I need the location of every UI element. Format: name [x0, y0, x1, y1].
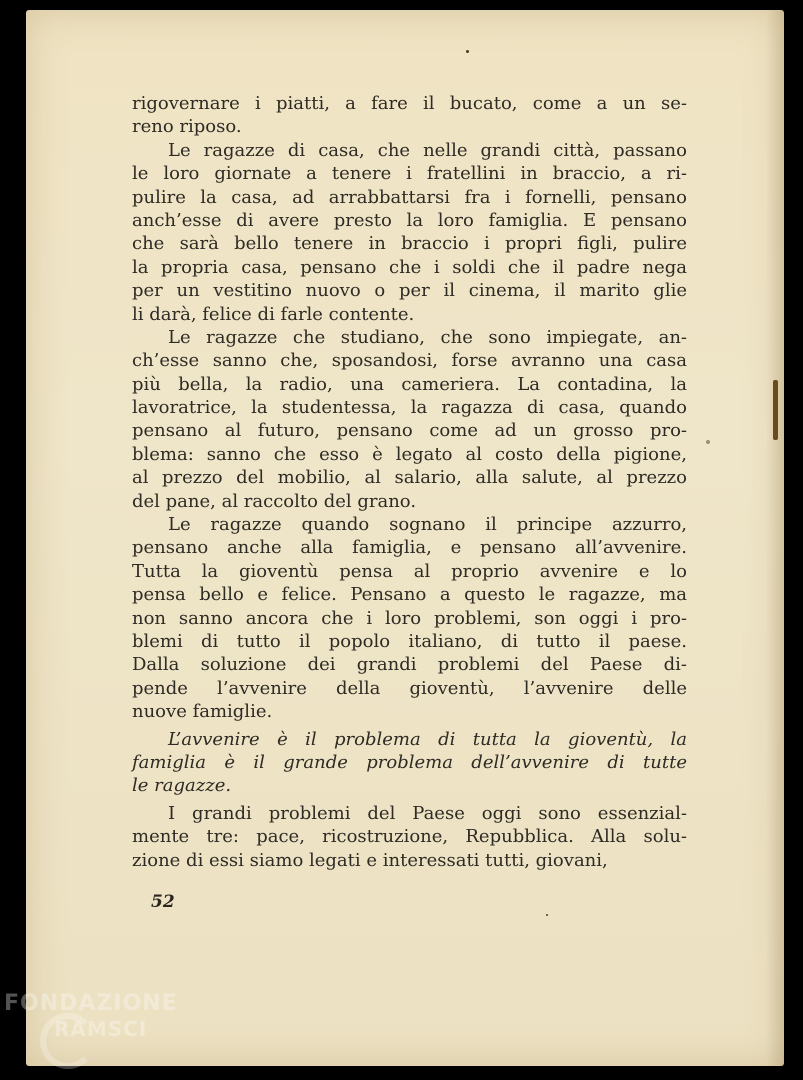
text-line: la propria casa, pensano che i soldi che il padre nega: [132, 256, 687, 278]
text-line: le ragazze.: [132, 775, 232, 797]
paragraph: [132, 802, 687, 872]
text-line: reno riposo.: [132, 116, 242, 138]
text-line: Le ragazze che studiano, che sono impiegate, an-: [168, 326, 687, 348]
paragraph: [132, 513, 687, 724]
text-line: non sanno ancora che i loro problemi, son oggi i pro-: [132, 607, 687, 629]
text-line: anch’esse di avere presto la loro famiglia. E pensano: [132, 209, 687, 231]
text-line: pensano al futuro, pensano come ad un grosso pro-: [132, 420, 687, 442]
page-number: 52: [151, 892, 175, 912]
watermark-line2: RAMSCI: [54, 1017, 148, 1041]
watermark-g-icon: [40, 1013, 96, 1069]
body-text: [132, 92, 687, 872]
paragraph: [132, 728, 687, 798]
text-line: Le ragazze quando sognano il principe azzurro,: [168, 514, 687, 536]
text-line: Dalla soluzione dei grandi problemi del Paese di-: [132, 654, 687, 676]
text-line: ch’esse sanno che, sposandosi, forse avranno una casa: [132, 350, 687, 372]
text-line: Tutta la gioventù pensa al proprio avvenire e lo: [132, 560, 687, 582]
text-line: L’avvenire è il problema di tutta la gioventù, la: [168, 728, 687, 750]
text-line: li darà, felice di farle contente.: [132, 303, 415, 325]
text-line: zione di essi siamo legati e interessati tutti, giovani,: [132, 849, 608, 871]
paragraph: [132, 326, 687, 513]
text-line: che sarà bello tenere in braccio i propri figli, pulire: [132, 233, 687, 255]
page-stain: [773, 380, 778, 440]
text-line: I grandi problemi del Paese oggi sono essenzial-: [168, 802, 687, 824]
text-line: famiglia è il grande problema dell’avvenire di tutte: [132, 751, 687, 773]
text-line: pulire la casa, ad arrabbattarsi fra i fornelli, pensano: [132, 186, 687, 208]
text-line: blema: sanno che esso è legato al costo della pigione,: [132, 443, 687, 465]
text-line: pensa bello e felice. Pensano a questo le ragazze, ma: [132, 584, 687, 606]
watermark-line1: FONDAZIONE: [4, 991, 178, 1016]
page-edge-shadow: [766, 10, 784, 1066]
text-line: rigovernare i piatti, a fare il bucato, come a un se-: [132, 93, 687, 114]
text-line: blemi di tutto il popolo italiano, di tutto il paese.: [132, 630, 687, 652]
page-speck: [706, 440, 710, 444]
text-line: nuove famiglie.: [132, 701, 273, 723]
text-line: al prezzo del mobilio, al salario, alla salute, al prezzo: [132, 467, 687, 489]
paragraph: [132, 92, 687, 139]
watermark-logo: [4, 993, 178, 1039]
paragraph: [132, 139, 687, 326]
text-line: Le ragazze di casa, che nelle grandi città, passano: [168, 139, 687, 161]
text-line: mente tre: pace, ricostruzione, Repubblica. Alla solu-: [132, 826, 687, 848]
text-line: pende l’avvenire della gioventù, l’avvenire delle: [132, 677, 687, 699]
text-line: per un vestitino nuovo o per il cinema, il marito glie: [132, 280, 687, 302]
page-speck: [466, 50, 469, 53]
text-line: le loro giornate a tenere i fratellini in braccio, a ri-: [132, 163, 687, 185]
text-line: pensano anche alla famiglia, e pensano all’avvenire.: [132, 537, 687, 559]
page-speck: [546, 914, 548, 916]
text-line: più bella, la radio, una cameriera. La contadina, la: [132, 373, 687, 395]
text-line: del pane, al raccolto del grano.: [132, 490, 417, 512]
text-line: lavoratrice, la studentessa, la ragazza di casa, quando: [132, 397, 687, 419]
